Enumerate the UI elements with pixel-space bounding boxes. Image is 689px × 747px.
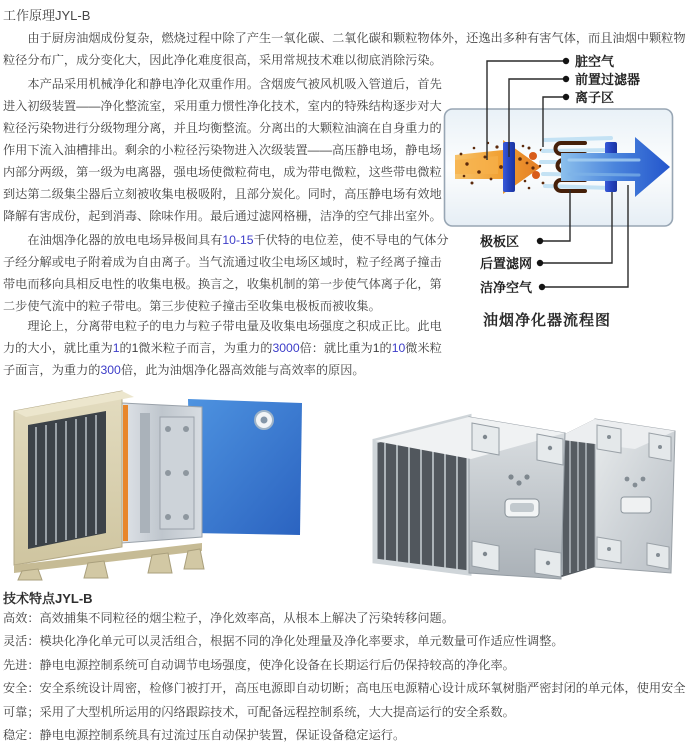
module-rear (555, 419, 675, 579)
flow-diagram-figure (443, 48, 689, 340)
modules-illustration (359, 401, 687, 587)
paragraph-mechanism: 本产品采用机械净化和静电净化双重作用。含烟废气被风机吸入管道后，首先进入初级装置——净化整流室，采用重力惯性净化技术，室内的特殊结构逐步对大粒径污染物进行分级物理分离，并且均衡整流。分离出的大颗粒油滴在自身重力的作用下流入油槽排出。剩余的小粒径污染物进入次级装置——高压静电场，静电场内部分两级，第一级为电离器，强电场使微粒荷电，成为带电微粒，这些带电微粒到达第二级集尘器后立刻被收集电极吸附，且部分炭化。同时，高压静电场有效地降解有害成份，起到消毒、除味作用。最后通过滤网格栅，洁净的空气排出室外。 (3, 77, 442, 223)
label-dirty-air: 脏空气 (575, 54, 615, 69)
working-principle-title: 工作原理JYL-B (3, 8, 91, 23)
module-front (375, 417, 565, 579)
tech-features-list (3, 607, 689, 747)
paragraph-theory: 理论上，分离带电粒子的电力与粒子带电量及收集电场强度之积成正比。此电力的大小，就比重为1的1微米粒子而言，为重力的3000倍：就比重为1的10微米粒子面言，为重力的300倍，此为油烟净化器高效能与高效率的原因。 (3, 319, 442, 377)
cell-modules-photo (359, 401, 687, 587)
label-clean-air: 洁净空气 (480, 280, 533, 295)
paragraph-voltage: 在油烟净化器的放电电场异极间具有10-15千伏特的电位差，使不导电的气体分子经分解或电子附着成为自由离子。当气流通过收尘电场区域时，粒子经离子撞击带电而移向具相反电性的收集电极。换言之，收集机制的第一步使气体离子化，第二步使气流中的粒子带电。第三步使粒子撞击至收集电极板而被收集。 (3, 233, 449, 313)
purifier-cabinet-photo (2, 383, 345, 581)
feature-item-flexible: 灵活：模块化净化单元可以灵活组合，根据不同的净化处理量及净化率要求，单元数量可作适应性调整。 (3, 634, 564, 649)
cabinet-illustration (2, 383, 345, 581)
feature-item-stable: 稳定：静电电源控制系统具有过流过压自动保护装置，保证设备稳定运行。 (3, 728, 406, 743)
label-ion-zone: 离子区 (575, 90, 615, 105)
feature-item-safe-reliable: 安全：安全系统设计周密，检修门被打开，高压电源即自动切断；高电压电源精心设计成环氧树脂严密封闭的单元体，使用安全可靠；采用了大型机所运用的闪络跟踪技术，可配备远程控制系统，大大提高运行的安全系数。 (3, 681, 686, 719)
feature-item-advanced: 先进：静电电源控制系统可自动调节电场强度，使净化设备在长期运行后仍保持较高的净化率。 (3, 657, 515, 672)
label-plate-zone: 极板区 (480, 234, 520, 249)
feature-item-efficient: 高效：高效捕集不同粒径的烟尘粒子，净化效率高，从根本上解决了污染转移问题。 (3, 611, 454, 625)
purifier-flow-diagram (443, 48, 689, 340)
paragraph-intro: 由于厨房油烟成份复杂，燃烧过程中除了产生一氧化碳、二氧化碳和颗粒物体外，还逸出多种有害气体，而且油烟中颗粒物粒径分布广，成分变化大，因此净化难度很高，采用常规技术难以彻底消除污染。 (3, 31, 686, 67)
label-rear-filter: 后置滤网 (480, 256, 533, 271)
blue-door-panel (188, 399, 302, 535)
label-pre-filter: 前置过滤器 (575, 72, 641, 87)
door-gasket (123, 405, 128, 541)
tech-features-title: 技术特点JYL-B (3, 591, 93, 606)
diagram-caption: 油烟净化器流程图 (483, 312, 612, 329)
